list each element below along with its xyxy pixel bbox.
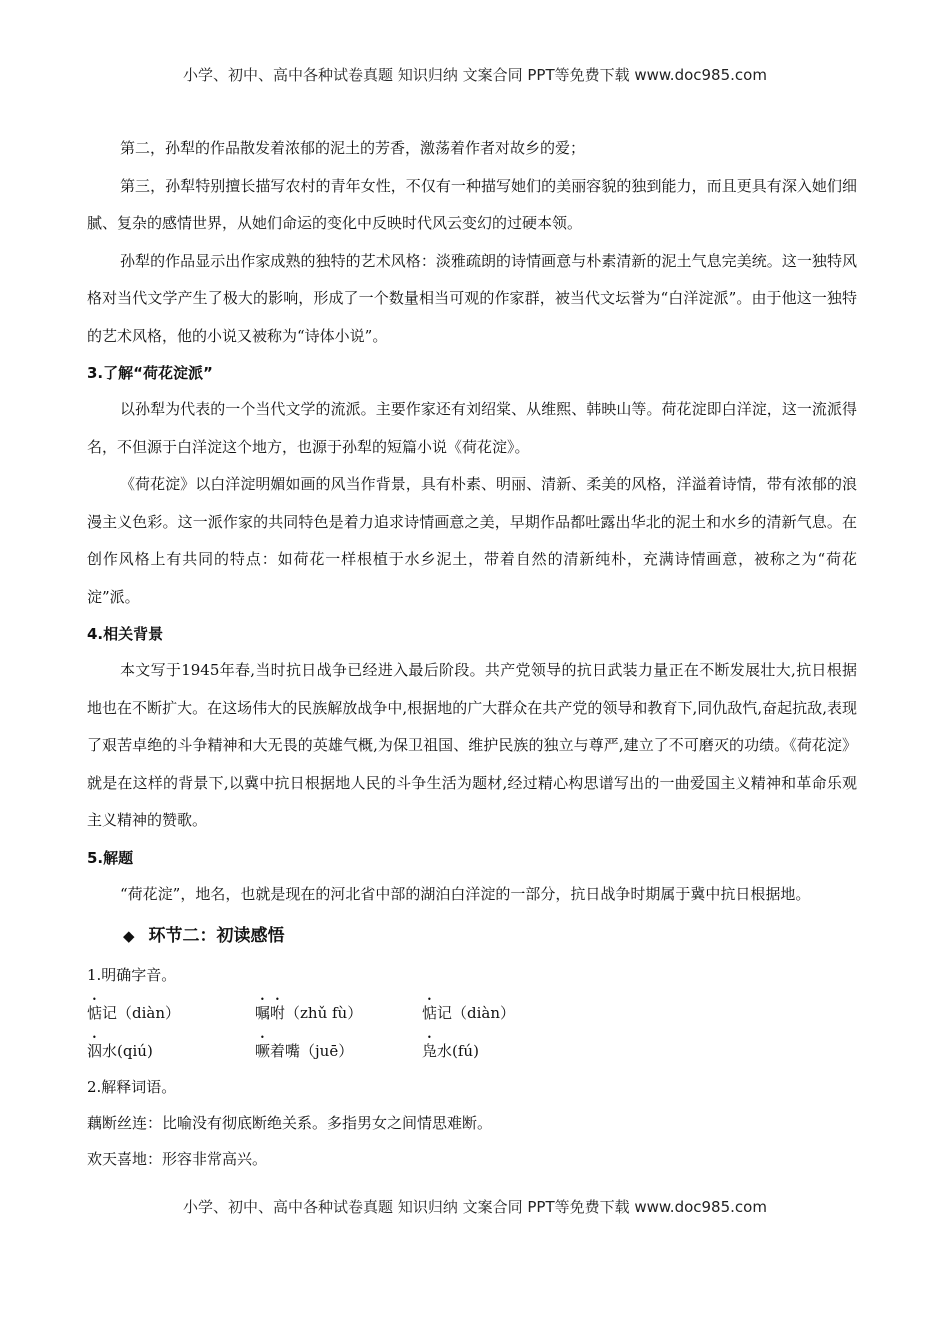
page-header: 小学、初中、高中各种试卷真题 知识归纳 文案合同 PPT等免费下载 www.doc985.com — [183, 66, 767, 84]
pronunciation-item: 惦记（diàn） — [422, 1004, 516, 1022]
vocabulary-item: 欢天喜地：形容非常高兴。 — [87, 1150, 268, 1168]
paragraph: 第二，孙犁的作品散发着浓郁的泥土的芳香，激荡着作者对故乡的爱； — [120, 139, 586, 157]
document-body — [87, 130, 857, 1177]
pronunciation-label: 1.明确字音。 — [87, 966, 177, 984]
pinyin: （diàn） — [452, 1004, 516, 1022]
pronunciation-row — [87, 1031, 857, 1069]
vocabulary-item: 藕断丝连：比喻没有彻底断绝关系。多指男女之间情思难断。 — [87, 1114, 493, 1132]
section-heading: 4.相关背景 — [87, 625, 164, 643]
section-title: 环节二：初读感悟 — [148, 926, 285, 946]
pronunciation-item: 惦记（diàn） — [87, 1004, 181, 1022]
paragraph: “荷花淀”，地名，也就是现在的河北省中部的湖泊白洋淀的一部分，抗日战争时期属于冀中抗日根据地。 — [120, 884, 811, 903]
pronunciation-row — [87, 993, 857, 1031]
dotted-character: 泅 — [87, 1042, 103, 1060]
paragraph: 第三，孙犁特别擅长描写农村的青年女性，不仅有一种描写她们的美丽容貌的独到能力，而且更具有深入她们细腻、复杂的感情世界，从她们命运的变化中反映时代风云变幻的过硬本领。 — [87, 176, 857, 232]
pronunciation-item: 凫水(fú) — [422, 1042, 479, 1060]
section-heading: 5.解题 — [87, 848, 134, 867]
diamond-bullet-icon: ◆ — [123, 927, 135, 945]
pinyin: （diàn） — [117, 1004, 181, 1022]
vocabulary-label: 2.解释词语。 — [87, 1078, 177, 1096]
dotted-character: 凫 — [422, 1042, 438, 1060]
paragraph: 以孙犁为代表的一个当代文学的流派。主要作家还有刘绍棠、从维熙、韩映山等。荷花淀即白洋淀，这一流派得名，不但源于白洋淀这个地方，也源于孙犁的短篇小说《荷花淀》。 — [87, 400, 857, 456]
pinyin: (qiú) — [117, 1042, 153, 1060]
paragraph: 孙犁的作品显示出作家成熟的独特的艺术风格：淡雅疏朗的诗情画意与朴素清新的泥土气息完美统。这一独特风格对当代文学产生了极大的影响，形成了一个数量相当可观的作家群，被当代文坛誉为“白洋淀派”。由于他这一独特的艺术风格，他的小说又被称为“诗体小说”。 — [87, 251, 857, 345]
pinyin: (fú) — [452, 1042, 479, 1060]
pronunciation-item: 噘着嘴（juē） — [255, 1042, 354, 1060]
paragraph: 本文写于1945年春,当时抗日战争已经进入最后阶段。共产党领导的抗日武装力量正在不断发展壮大,抗日根据地也在不断扩大。在这场伟大的民族解放战争中,根据地的广大群众在共产党的领导和教育下,同仇敌忾,奋起抗敌,表现了艰苦卓绝的斗争精神和大无畏的英雄气概,为保卫祖国、维护民族的独立与尊严,建立了不可磨灭的功绩。《荷花淀》就是在这样的背景下,以冀中抗日根据地人民的斗争生活为题材,经过精心构思谱写出的一曲爱国主义精神和革命乐观主义精神的赞歌。 — [87, 661, 857, 829]
pronunciation-item: 泅水(qiú) — [87, 1042, 153, 1060]
dotted-character: 惦 — [87, 1004, 103, 1022]
pronunciation-item — [255, 995, 422, 1031]
paragraph: 《荷花淀》以白洋淀明媚如画的风当作背景，具有朴素、明丽、清新、柔美的风格，洋溢着诗情，带有浓郁的浪漫主义色彩。这一派作家的共同特色是着力追求诗情画意之美，早期作品都吐露出华北的泥土和水乡的清新气息。在创作风格上有共同的特点：如荷花一样根植于水乡泥土，带着自然的清新纯朴，充满诗情画意，被称之为“荷花淀”派。 — [87, 475, 857, 606]
section-heading: 3.了解“荷花淀派” — [87, 364, 213, 382]
dotted-character: 噘 — [255, 1042, 271, 1060]
dotted-character: 嘱咐 — [255, 1004, 286, 1022]
page-footer: 小学、初中、高中各种试卷真题 知识归纳 文案合同 PPT等免费下载 www.doc985.com — [183, 1198, 767, 1216]
section-heading-link2 — [123, 919, 857, 953]
pinyin: （juē） — [300, 1042, 354, 1060]
pinyin: （zhǔ fù） — [285, 1004, 363, 1022]
dotted-character: 惦 — [422, 1004, 438, 1022]
